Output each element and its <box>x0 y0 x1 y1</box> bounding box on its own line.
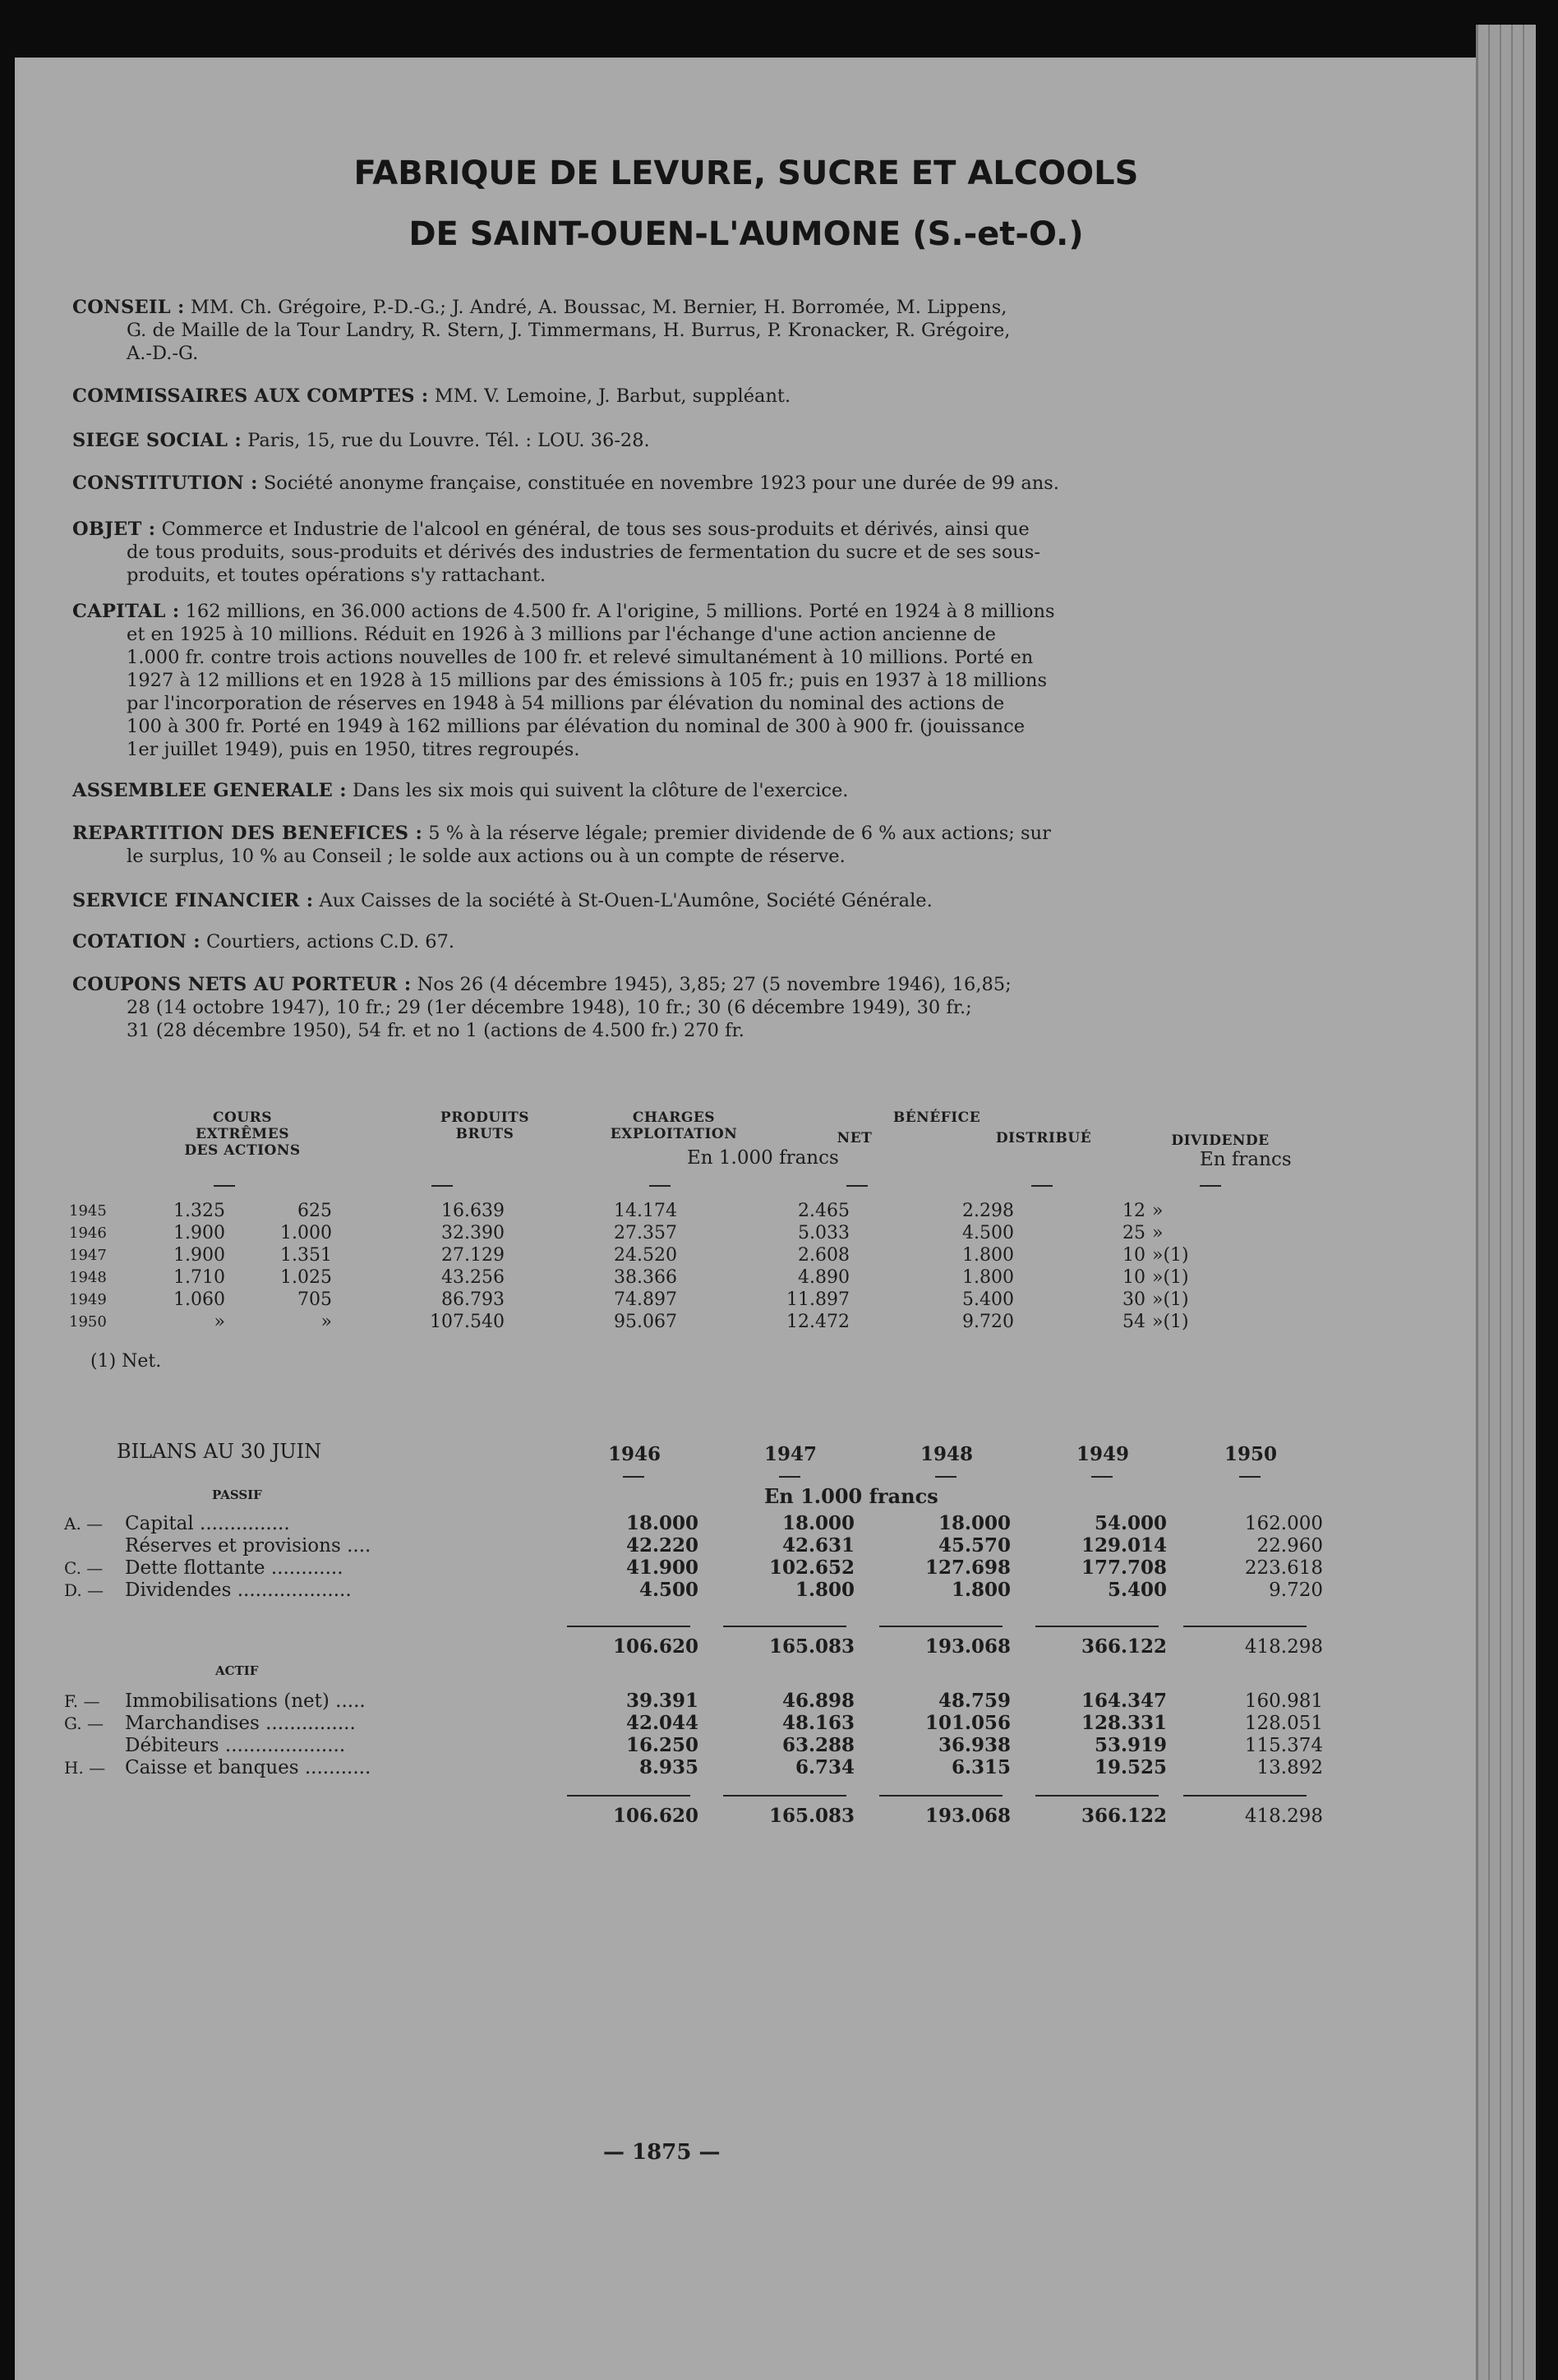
results-cell-dividende: 12 <box>1122 1201 1145 1221</box>
results-cell-note: »(1) <box>1152 1245 1189 1266</box>
row-label: Débiteurs .................... <box>125 1734 346 1756</box>
balance-value: 46.898 <box>781 1690 855 1712</box>
row-label: Dividendes ................... <box>125 1579 352 1601</box>
balance-total-value: 418.298 <box>1244 1805 1323 1827</box>
results-cell-charges: 14.174 <box>614 1201 677 1221</box>
balance-value: 8.935 <box>638 1756 698 1778</box>
balance-value: 5.400 <box>1107 1579 1167 1601</box>
balance-row <box>64 1734 1323 1756</box>
section-repartition: REPARTITION DES BENEFICES : 5 % à la réserve légale; premier dividende de 6 % aux actions; sur le surplus, 10 % au Conseil ; le solde aux actions ou à un compte de réserve. <box>72 823 1051 867</box>
dash <box>779 1476 800 1478</box>
balance-value: 39.391 <box>625 1690 698 1712</box>
balance-value: 1.800 <box>951 1579 1011 1601</box>
balance-year: 1947 <box>764 1443 818 1465</box>
balance-row <box>64 1712 1323 1734</box>
section-service-financier: SERVICE FINANCIER : Aux Caisses de la société à St-Ouen-L'Aumône, Société Générale. <box>72 890 933 911</box>
balance-value: 4.500 <box>638 1579 698 1601</box>
balance-year: 1946 <box>608 1443 661 1465</box>
results-cell-dividende: 10 <box>1122 1245 1145 1266</box>
header-cours: COURS EXTRÊMES DES ACTIONS <box>184 1109 301 1159</box>
balance-value: 42.631 <box>781 1534 855 1557</box>
spacer <box>64 1805 542 1827</box>
balance-value: 53.919 <box>1094 1734 1167 1756</box>
balance-value: 63.288 <box>781 1734 855 1756</box>
results-cell-net: 2.465 <box>798 1201 850 1221</box>
row-letter <box>64 1534 125 1557</box>
total-rule <box>567 1795 690 1797</box>
results-cell-year: 1947 <box>69 1247 107 1264</box>
balance-value: 164.347 <box>1081 1690 1167 1712</box>
section-siege: SIEGE SOCIAL : Paris, 15, rue du Louvre. Tél. : LOU. 36-28. <box>72 430 650 451</box>
balance-value: 19.525 <box>1094 1756 1167 1778</box>
total-rule <box>879 1626 1003 1627</box>
results-cell-charges: 38.366 <box>614 1267 677 1288</box>
balance-title: BILANS AU 30 JUIN <box>117 1440 322 1463</box>
actif-total-table <box>64 1805 1323 1827</box>
results-row <box>69 1244 1189 1266</box>
balance-value: 128.331 <box>1081 1712 1167 1734</box>
header-unit: En 1.000 francs <box>687 1147 839 1169</box>
header-dividende: DIVIDENDE <box>1171 1132 1270 1149</box>
row-letter: A. — <box>64 1513 104 1534</box>
row-label: Réserves et provisions .... <box>125 1534 371 1557</box>
header-benefice: BÉNÉFICE <box>892 1109 981 1126</box>
results-cell-net: 12.472 <box>786 1312 850 1332</box>
results-cell-low: 625 <box>297 1201 332 1221</box>
dash <box>431 1185 453 1187</box>
balance-value: 42.044 <box>625 1712 698 1734</box>
total-rule <box>1183 1795 1307 1797</box>
balance-value: 22.960 <box>1256 1534 1323 1557</box>
balance-value: 18.000 <box>938 1512 1011 1534</box>
results-cell-year: 1949 <box>69 1291 107 1308</box>
balance-row <box>64 1690 1323 1712</box>
balance-value: 48.163 <box>781 1712 855 1734</box>
results-cell-net: 2.608 <box>798 1245 850 1266</box>
section-commissaires: COMMISSAIRES AUX COMPTES : MM. V. Lemoine, J. Barbut, suppléant. <box>72 385 791 407</box>
section-conseil: CONSEIL : MM. Ch. Grégoire, P.-D.-G.; J. André, A. Boussac, M. Bernier, H. Borromée, M. Lippens, G. de Maille de la Tour Landry, R. Stern, J. Timmermans, H. Burrus, P. Kronacker, R. Grégoire, A.-D.-G. <box>72 297 1011 364</box>
results-cell-low: 1.351 <box>280 1245 332 1266</box>
results-cell-distribue: 9.720 <box>962 1312 1014 1332</box>
balance-total-row <box>64 1805 1323 1827</box>
balance-value: 45.570 <box>938 1534 1011 1557</box>
section-constitution: CONSTITUTION : Société anonyme française, constituée en novembre 1923 pour une durée de 99 ans. <box>72 473 1059 494</box>
header-charges: CHARGES EXPLOITATION <box>610 1109 738 1142</box>
dash <box>935 1476 956 1478</box>
balance-unit: En 1.000 francs <box>764 1484 938 1508</box>
balance-value: 54.000 <box>1094 1512 1167 1534</box>
balance-row <box>64 1579 1323 1601</box>
results-cell-distribue: 1.800 <box>962 1267 1014 1288</box>
results-cell-year: 1945 <box>69 1202 107 1220</box>
results-cell-high: » <box>214 1312 225 1332</box>
row-label: Dette flottante ............ <box>125 1557 343 1579</box>
balance-value: 115.374 <box>1244 1734 1323 1756</box>
results-cell-produits: 86.793 <box>441 1289 505 1310</box>
results-row <box>69 1200 1189 1222</box>
results-row <box>69 1311 1189 1333</box>
balance-total-value: 165.083 <box>768 1635 855 1658</box>
results-cell-charges: 74.897 <box>614 1289 677 1310</box>
balance-total-value: 418.298 <box>1244 1635 1323 1658</box>
results-cell-charges: 27.357 <box>614 1223 677 1243</box>
balance-total-value: 106.620 <box>612 1805 698 1827</box>
results-cell-produits: 16.639 <box>441 1201 505 1221</box>
balance-total-row <box>64 1635 1323 1658</box>
title-line-1: FABRIQUE DE LEVURE, SUCRE ET ALCOOLS <box>353 155 1139 192</box>
spacer <box>64 1635 542 1658</box>
passif-total-table <box>64 1635 1323 1658</box>
results-cell-note: » <box>1152 1201 1164 1221</box>
results-cell-distribue: 1.800 <box>962 1245 1014 1266</box>
page-stack-edge <box>1476 25 1536 2380</box>
balance-row <box>64 1756 1323 1778</box>
total-rule <box>567 1626 690 1627</box>
dash <box>1031 1185 1053 1187</box>
results-cell-produits: 27.129 <box>441 1245 505 1266</box>
dash <box>1091 1476 1113 1478</box>
results-cell-year: 1948 <box>69 1269 107 1286</box>
balance-value: 18.000 <box>625 1512 698 1534</box>
dash <box>649 1185 671 1187</box>
balance-value: 127.698 <box>924 1557 1011 1579</box>
section-objet: OBJET : Commerce et Industrie de l'alcool en général, de tous ses sous-produits et dérivés, ainsi que de tous produits, sous-produits et dérivés des industries de fermentation du sucre et de ses sous- produits, et toutes opérations s'y rattachant. <box>72 519 1040 586</box>
row-letter: F. — <box>64 1690 100 1711</box>
results-cell-high: 1.325 <box>173 1201 225 1221</box>
results-row <box>69 1222 1189 1244</box>
balance-row <box>64 1557 1323 1579</box>
dash <box>1239 1476 1261 1478</box>
balance-value: 1.800 <box>795 1579 855 1601</box>
results-cell-distribue: 4.500 <box>962 1223 1014 1243</box>
balance-value: 48.759 <box>938 1690 1011 1712</box>
balance-total-value: 106.620 <box>612 1635 698 1658</box>
results-cell-note: »(1) <box>1152 1289 1189 1310</box>
balance-year: 1949 <box>1076 1443 1130 1465</box>
section-capital: CAPITAL : 162 millions, en 36.000 actions de 4.500 fr. A l'origine, 5 millions. Porté en 1924 à 8 millions et en 1925 à 10 millions. Réduit en 1926 à 3 millions par l'échange d'une action ancienne de 1.000 fr. contre trois actions nouvelles de 100 fr. et relevé simultanément à 10 millions. Porté en 1927 à 12 millions et en 1928 à 15 millions par des émissions à 105 fr.; puis en 1937 à 18 millions par l'incorporation de réserves en 1948 à 54 millions par élévation du nominal des actions de 100 à 300 fr. Porté en 1949 à 162 millions par élévation du nominal de 300 à 900 fr. (jouissance 1er juillet 1949), puis en 1950, titres regroupés. <box>72 601 1055 760</box>
balance-value: 102.652 <box>768 1557 855 1579</box>
total-rule <box>1035 1795 1159 1797</box>
results-cell-high: 1.900 <box>173 1223 225 1243</box>
results-cell-charges: 95.067 <box>614 1312 677 1332</box>
results-cell-net: 5.033 <box>798 1223 850 1243</box>
header-dividende-unit: En francs <box>1200 1149 1292 1170</box>
dash <box>214 1185 235 1187</box>
balance-value: 6.315 <box>951 1756 1011 1778</box>
section-key: CONSEIL : <box>72 297 185 318</box>
row-label: Caisse et banques ........... <box>125 1756 371 1778</box>
row-label: Capital ............... <box>125 1512 290 1534</box>
balance-value: 129.014 <box>1081 1534 1167 1557</box>
results-table <box>69 1200 1189 1333</box>
section-coupons: COUPONS NETS AU PORTEUR : Nos 26 (4 décembre 1945), 3,85; 27 (5 novembre 1946), 16,85; 28 (14 octobre 1947), 10 fr.; 29 (1er décembre 1948), 10 fr.; 30 (6 décembre 1949), 30 fr.; 31 (28 décembre 1950), 54 fr. et no 1 (actions de 4.500 fr.) 270 fr. <box>72 974 1012 1041</box>
results-cell-distribue: 2.298 <box>962 1201 1014 1221</box>
header-produits: PRODUITS BRUTS <box>440 1109 530 1142</box>
results-cell-low: 705 <box>297 1289 332 1310</box>
dash <box>846 1185 868 1187</box>
results-cell-low: 1.025 <box>280 1267 332 1288</box>
results-cell-net: 4.890 <box>798 1267 850 1288</box>
results-row <box>69 1289 1189 1311</box>
results-cell-dividende: 54 <box>1122 1312 1145 1332</box>
balance-value: 36.938 <box>938 1734 1011 1756</box>
actif-label: ACTIF <box>215 1663 259 1678</box>
actif-table <box>64 1690 1323 1778</box>
row-letter: D. — <box>64 1580 104 1600</box>
balance-row <box>64 1534 1323 1557</box>
section-assemblee: ASSEMBLEE GENERALE : Dans les six mois qui suivent la clôture de l'exercice. <box>72 780 849 801</box>
balance-total-value: 366.122 <box>1081 1805 1167 1827</box>
row-letter: G. — <box>64 1713 104 1733</box>
passif-label: PASSIF <box>212 1488 262 1502</box>
total-rule <box>723 1795 846 1797</box>
balance-value: 9.720 <box>1269 1579 1323 1601</box>
row-label: Marchandises ............... <box>125 1712 356 1734</box>
results-cell-year: 1950 <box>69 1313 107 1331</box>
balance-value: 18.000 <box>781 1512 855 1534</box>
balance-value: 6.734 <box>795 1756 855 1778</box>
results-cell-low: » <box>320 1312 332 1332</box>
row-letter <box>64 1734 125 1756</box>
balance-total-value: 193.068 <box>924 1805 1011 1827</box>
results-cell-year: 1946 <box>69 1225 107 1242</box>
balance-value: 160.981 <box>1244 1690 1323 1712</box>
results-cell-low: 1.000 <box>280 1223 332 1243</box>
section-cotation: COTATION : Courtiers, actions C.D. 67. <box>72 931 455 952</box>
results-cell-distribue: 5.400 <box>962 1289 1014 1310</box>
footnote: (1) Net. <box>90 1351 162 1372</box>
balance-value: 177.708 <box>1081 1557 1167 1579</box>
balance-value: 16.250 <box>625 1734 698 1756</box>
row-letter: C. — <box>64 1557 104 1578</box>
balance-value: 42.220 <box>625 1534 698 1557</box>
dash <box>1200 1185 1221 1187</box>
balance-row <box>64 1512 1323 1534</box>
title-line-2: DE SAINT-OUEN-L'AUMONE (S.-et-O.) <box>408 215 1084 253</box>
results-cell-produits: 32.390 <box>441 1223 505 1243</box>
balance-value: 162.000 <box>1244 1512 1323 1534</box>
results-cell-dividende: 25 <box>1122 1223 1145 1243</box>
total-rule <box>723 1626 846 1627</box>
results-row <box>69 1266 1189 1289</box>
total-rule <box>879 1795 1003 1797</box>
results-cell-produits: 43.256 <box>441 1267 505 1288</box>
row-label: Immobilisations (net) ..... <box>125 1690 366 1712</box>
results-cell-note: »(1) <box>1152 1267 1189 1288</box>
balance-year: 1950 <box>1224 1443 1278 1465</box>
dash <box>623 1476 644 1478</box>
balance-value: 223.618 <box>1244 1557 1323 1579</box>
balance-total-value: 165.083 <box>768 1805 855 1827</box>
results-cell-high: 1.710 <box>173 1267 225 1288</box>
balance-year: 1948 <box>920 1443 974 1465</box>
page-number: — 1875 — <box>603 2140 721 2165</box>
passif-table <box>64 1512 1323 1601</box>
balance-total-value: 366.122 <box>1081 1635 1167 1658</box>
total-rule <box>1035 1626 1159 1627</box>
balance-value: 128.051 <box>1244 1712 1323 1734</box>
results-cell-net: 11.897 <box>786 1289 850 1310</box>
results-cell-note: »(1) <box>1152 1312 1189 1332</box>
results-cell-high: 1.060 <box>173 1289 225 1310</box>
results-cell-note: » <box>1152 1223 1164 1243</box>
header-distribue: DISTRIBUÉ <box>995 1130 1092 1146</box>
results-cell-charges: 24.520 <box>614 1245 677 1266</box>
balance-value: 101.056 <box>924 1712 1011 1734</box>
row-letter: H. — <box>64 1757 106 1778</box>
balance-value: 41.900 <box>625 1557 698 1579</box>
balance-value: 13.892 <box>1256 1756 1323 1778</box>
header-net: NET <box>837 1130 873 1146</box>
results-cell-dividende: 30 <box>1122 1289 1145 1310</box>
results-cell-dividende: 10 <box>1122 1267 1145 1288</box>
results-cell-high: 1.900 <box>173 1245 225 1266</box>
balance-total-value: 193.068 <box>924 1635 1011 1658</box>
total-rule <box>1183 1626 1307 1627</box>
results-cell-produits: 107.540 <box>430 1312 505 1332</box>
